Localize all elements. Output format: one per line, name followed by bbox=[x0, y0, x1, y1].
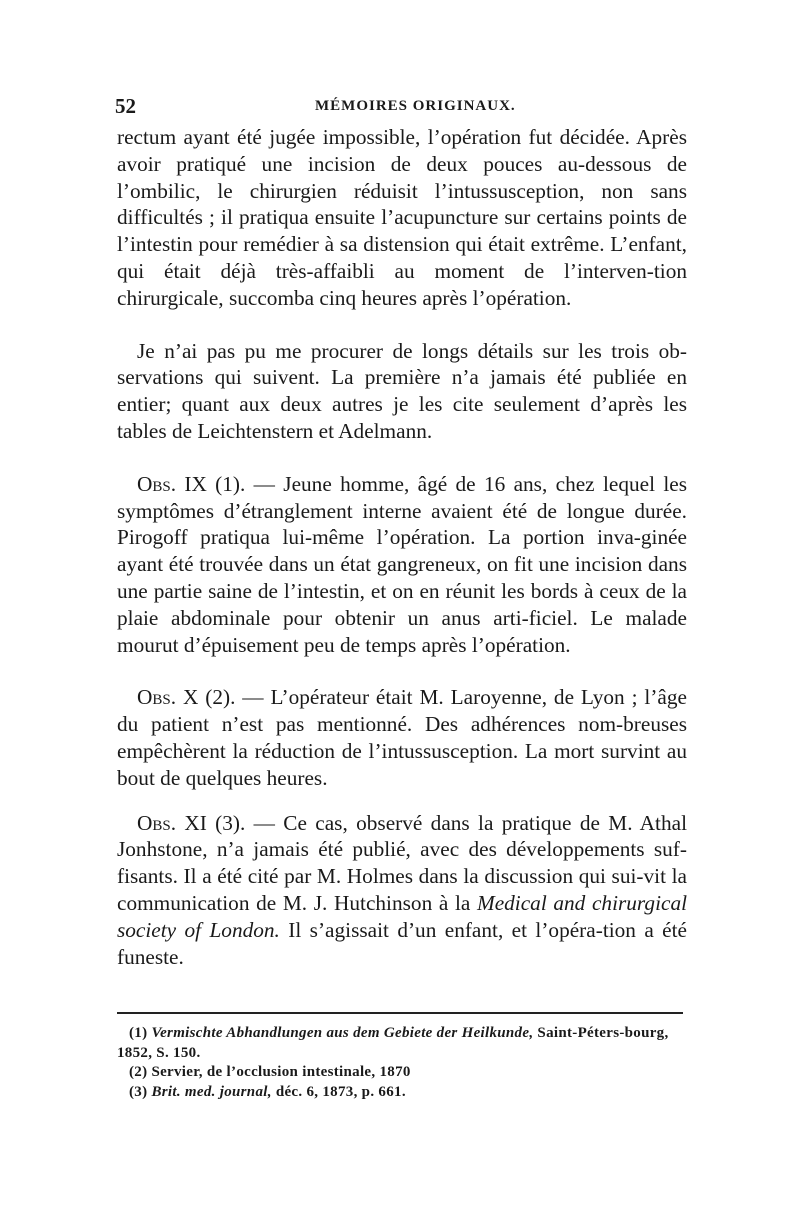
obs-x-label: Obs. X (2). bbox=[137, 685, 236, 710]
footnote-2: (2) Servier, de l’occlusion intestinale, 1870 bbox=[129, 1064, 411, 1080]
footnote-3-number: (3) bbox=[129, 1083, 152, 1100]
obs-xi-society-name: Medical and chirurgical society of London. bbox=[117, 890, 688, 942]
paragraph-obs-ix bbox=[117, 471, 687, 659]
footnote-1-number: (1) bbox=[129, 1025, 152, 1041]
footnote-3-title: Brit. med. journal, bbox=[151, 1083, 272, 1100]
paragraph-obs-xi bbox=[117, 810, 687, 971]
footnotes bbox=[117, 1024, 687, 1102]
obs-ix-label: Obs. IX (1). bbox=[137, 471, 246, 496]
page-number: 52 bbox=[115, 94, 136, 118]
footnote-1-rest: Saint-Péters-bourg, 1852, S. 150. bbox=[117, 1025, 669, 1061]
footnote-3 bbox=[117, 1083, 687, 1103]
page-header bbox=[115, 94, 685, 118]
paragraph-obs-x bbox=[117, 684, 687, 791]
obs-ix-text: — Jeune homme, âgé de 16 ans, chez lequel les symptômes d’étranglement interne avaient été de longue durée. Pirogoff pratiqua lui-même l’opération. La portion inva-ginée ayant été trouvée dans un état gangreneux, on fit une incision dans une partie saine de l’intestin, et on en réunit les bords à ceux de la plaie abdominale pour obtenir un anus arti-ficiel. Le malade mourut d’épuisement peu de temps après l’opération. bbox=[117, 471, 687, 657]
obs-x-text: — L’opérateur était M. Laroyenne, de Lyon ; l’âge du patient n’est pas mentionné. Des adhérences nom-breuses empêchèrent la réduction de l’intussusception. La mort survint au bout de quelques heures. bbox=[117, 685, 687, 790]
obs-xi-label: Obs. XI (3). bbox=[137, 810, 246, 835]
obs-xi-text-a: — Ce cas, observé dans la pratique de M. Athal Jonhstone, n’a jamais été publié, avec des développements suf-fisants. Il a été cité par M. Holmes dans la discussion qui sui-vit la communication de M. J. Hutchinson à la bbox=[117, 810, 687, 915]
paragraph-continuation: rectum ayant été jugée impossible, l’opération fut décidée. Après avoir pratiqué une incision de deux pouces au-dessous de l’ombilic, le chirurgien réduisit l’intussusception, non sans difficultés ; il pratiqua ensuite l’acupuncture sur certains points de l’intestin pour remédier à sa distension qui était extrême. L’enfant, qui était déjà très-affaibli au moment de l’interven-tion chirurgicale, succomba cinq heures après l’opération. bbox=[117, 125, 687, 310]
footnote-separator bbox=[117, 1012, 683, 1014]
paragraph-intro: Je n’ai pas pu me procurer de longs détails sur les trois ob-servations qui suivent. La première n’a jamais été publiée en entier; quant aux deux autres je les cite seulement d’après les tables de Leichtenstern et Adelmann. bbox=[117, 338, 687, 443]
running-title: MÉMOIRES ORIGINAUX. bbox=[315, 98, 516, 114]
footnote-3-rest: déc. 6, 1873, p. 661. bbox=[271, 1083, 406, 1100]
footnote-1-title: Vermischte Abhandlungen aus dem Gebiete der Heilkunde, bbox=[151, 1025, 534, 1041]
obs-xi-text-b: Il s’agissait d’un enfant, et l’opéra-tion a été funeste. bbox=[117, 917, 687, 969]
footnote-1 bbox=[117, 1024, 687, 1063]
body-text bbox=[117, 124, 687, 970]
